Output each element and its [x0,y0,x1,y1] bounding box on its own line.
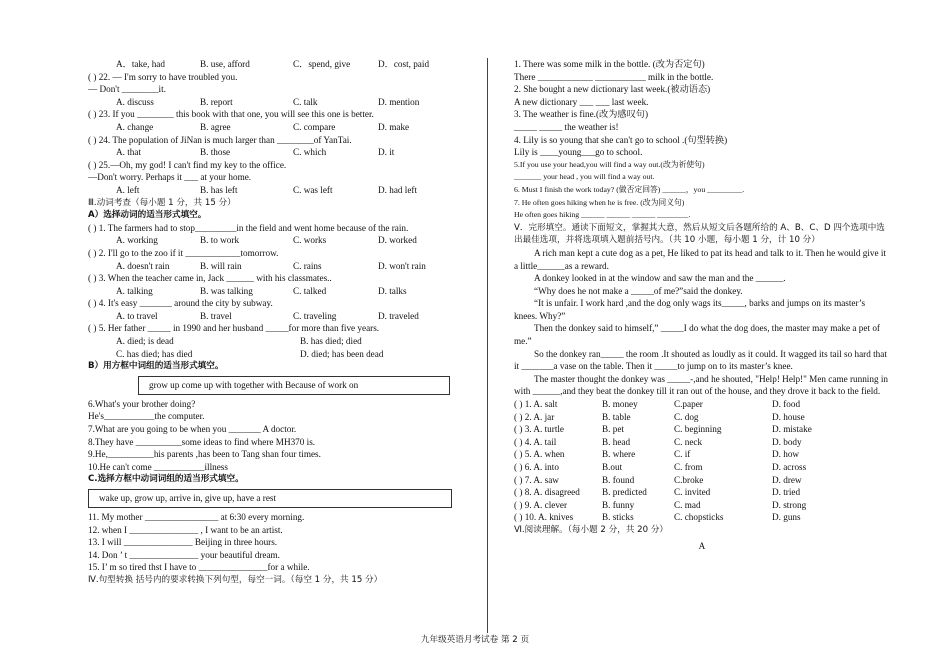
question-line: ( ) 3. When the teacher came in, Jack ______ with his classmates.. [88,273,332,284]
section-heading: A）选择动词的适当形式填空。 [88,210,207,221]
option-text: A. change [116,121,154,132]
cloze-heading: Ⅴ．完形填空。通读下面短文，掌握其大意，然后从短文后各题所给的 A、B、C、D 四个选项中选出最佳选项，并将选项填入题前括号内。（共 10 小题，每小题 1 分，计 10 分） [514,222,885,246]
option-text: C. neck [674,436,703,447]
option-text: C.broke [674,474,704,485]
option-text: B. has left [200,184,238,195]
option-text: C. if [674,449,691,460]
option-text: B. money [602,399,638,410]
question-line: —Don't worry. Perhaps it ___ at your home. [88,172,252,183]
option-text: ( ) 6. A. into [514,462,559,472]
option-text: D. died; has been dead [300,348,384,359]
question-line: He's___________the computer. [88,411,205,422]
option-text: B. funny [602,499,635,510]
option-row [88,96,468,109]
option-text: D. drew [772,474,802,485]
question-line: Lily is ____young___go to school. [514,147,643,158]
cloze-option-row [514,474,890,487]
question-line: He often goes hiking ______ ______ ______ ________. [514,210,691,220]
cloze-option-row [514,423,890,436]
question-line: 2. She bought a new dictionary last week.(被动语态) [514,84,711,95]
option-text: C. from [674,462,703,472]
option-text: D. across [772,462,807,472]
option-text: B. agree [200,121,231,132]
option-text: A. to travel [116,310,158,321]
question-line: 10.He can't come ___________illness [88,461,228,472]
cloze-paragraph: “Why does he not make a _____of me?”said the donkey. [534,285,743,296]
question-line: ( ) 4. It's easy _______ around the city by subway. [88,298,273,309]
option-text: C. chopsticks [674,512,724,523]
option-text: B. pet [602,424,624,435]
option-text: D. guns [772,512,801,523]
option-text: B. will rain [200,260,242,271]
option-text: D. food [772,399,801,410]
column-divider [487,58,488,633]
option-text: D. strong [772,499,807,510]
option-text: C. invited [674,487,711,498]
option-row [88,260,468,273]
option-row [88,335,468,348]
section-heading: C.选择方框中动词词组的适当形式填空。 [88,474,244,485]
cloze-option-row [514,486,890,499]
option-text: C.paper [674,399,703,410]
option-text: D. how [772,449,800,460]
option-text: B. table [602,411,631,422]
option-text: B. sticks [602,512,634,523]
option-text: ( ) 5. A. when [514,449,565,460]
cloze-option-row [514,448,890,461]
question-line: ( ) 25.—Oh, my god! I can't find my key to the office. [88,159,287,170]
question-line: _______ your head , you will find a way out. [514,172,655,182]
option-text: A．take, had [116,59,165,69]
question-line: _____ _____ the weather is! [514,121,619,132]
cloze-option-row [514,499,890,512]
question-line: — Don't ________it. [88,84,166,95]
option-row [88,184,468,197]
option-text: B. where [602,449,636,460]
page-footer: 九年级英语月考试卷 第 2 页 [420,635,530,645]
option-row [88,121,468,134]
section-heading: Ⅳ.句型转换 括号内的要求转换下列句型，每空一词。（每空 1 分，共 15 分） [88,574,383,585]
option-text: B. use, afford [200,59,250,69]
question-line: ( ) 5. Her father _____ in 1990 and her husband _____for more than five years. [88,323,380,334]
question-line: 13. I will _______________ Beijing in three hours. [88,537,278,548]
option-text: C. works [293,235,327,246]
cloze-paragraph: A donkey looked in at the window and saw the man and the ______. [534,273,786,284]
cloze-option-row [514,436,890,449]
cloze-option-row [514,511,890,524]
cloze-paragraph: “It is unfair. I work hard ,and the dog only wags its_____, barks and jumps on its master’s knees. Why?” [514,298,866,321]
option-text: B. travel [200,310,232,321]
option-text: ( ) 10. A. knives [514,512,574,523]
option-text: B. has died; died [300,336,362,347]
option-text: C. talk [293,96,318,107]
question-line: 3. The weather is fine.(改为感叹句) [514,109,649,120]
question-line: ( ) 22. — I'm sorry to have troubled you. [88,71,238,82]
cloze-paragraph: The master thought the donkey was _____-,and he shouted, "Help! Help!" Men came running in with ______,and they beat the donkey till it ran out of the house, and they drove it back to the field. [514,373,888,397]
option-text: D. worked [378,235,417,246]
option-text: B. report [200,96,233,107]
option-text: A. that [116,147,142,158]
question-line: A new dictionary ___ ___ last week. [514,96,649,107]
option-text: ( ) 1. A. salt [514,399,558,410]
option-text: C. mad [674,499,701,510]
option-text: B. those [200,147,231,158]
question-line: 7.What are you going to be when you _______ A doctor. [88,424,297,435]
option-row [88,58,468,71]
question-line: 12. when I _______________ , I want to be an artist. [88,524,283,535]
option-text: ( ) 3. A. turtle [514,424,565,435]
option-text: D. won't rain [378,260,426,271]
cloze-option-row [514,461,890,474]
option-text: ( ) 7. A. saw [514,474,559,485]
option-text: C. traveling [293,310,337,321]
question-line: ( ) 2. I'll go to the zoo if it ____________tomorrow. [88,247,279,258]
option-text: D. traveled [378,310,419,321]
option-text: C. has died; has died [116,348,193,359]
option-text: D. it [378,147,395,158]
option-text: B. was talking [200,285,253,296]
question-line: 8.They have __________some ideas to find where MH370 is. [88,436,316,447]
option-text: C. talked [293,285,327,296]
option-row [88,146,468,159]
option-text: C. rains [293,260,322,271]
question-line: 9.He,__________his parents ,has been to Tang shan four times. [88,449,321,460]
phrase-box-b: grow up come up with together with Because of work on [138,376,450,395]
option-text: D. make [378,121,410,132]
option-text: B. predicted [602,487,647,498]
option-row [88,348,468,361]
question-line: ( ) 23. If you ________ this book with that one, you will see this one is better. [88,109,374,120]
option-text: B.out [602,462,623,472]
question-line: 5.If you use your head,you will find a way out.(改为祈使句) [514,159,705,169]
option-text: D. mention [378,96,420,107]
question-line: 6.What's your brother doing? [88,398,196,409]
question-line: 14. Don ’ t _______________ your beautiful dream. [88,549,280,560]
option-row [88,234,468,247]
option-row [88,310,468,323]
option-text: A. discuss [116,96,154,107]
question-line: 6. Must I finish the work today? (做否定回答) ______，you _________. [514,184,745,194]
option-text: D. talks [378,285,407,296]
option-text: ( ) 9. A. clever [514,499,568,510]
section-heading: Ⅲ.动词考查（每小题 1 分，共 15 分） [88,197,236,208]
option-row [88,285,468,298]
option-text: A. died; is dead [116,336,174,347]
option-text: D. house [772,411,805,422]
option-text: A. doesn't rain [116,260,170,271]
question-line: 11. My mother ________________ at 6:30 every morning. [88,512,305,522]
option-text: ( ) 4. A. tail [514,436,557,447]
option-text: C. compare [293,121,336,132]
option-text: D. body [772,436,802,447]
cloze-paragraph: So the donkey ran_____ the room .It shouted as loudly as it could. It wagged its tail so hard that it _______a vase on the table. Then it _____to jump on to its master’s knee. [514,348,887,372]
phrase-box-c: wake up, grow up, arrive in, give up, have a rest [88,489,452,508]
right-column [514,58,890,552]
option-text: C. beginning [674,424,722,435]
option-text: B. to work [200,235,240,246]
option-text: C．spend, give [293,59,351,69]
option-text: D．cost, paid [378,59,430,69]
cloze-paragraph: Then the donkey said to himself,” _____I do what the dog does, the master may make a pet of me.” [514,323,880,347]
cloze-paragraph: A rich man kept a cute dog as a pet, He liked to pat its head and talk to it. Then he would give it a little______as a reward. [514,247,886,271]
option-text: D. had left [378,184,418,195]
option-text: C. which [293,147,327,158]
section-heading: Ⅵ.阅读理解。（每小题 2 分，共 20 分） [514,524,669,535]
cloze-option-row [514,411,890,424]
question-line: 15. I’ m so tired thst I have to _______________for a while. [88,562,310,573]
question-line: 1. There was some milk in the bottle. (改为否定句) [514,59,705,69]
option-text: C. was left [293,184,333,195]
option-text: C. dog [674,411,699,422]
option-text: D. mistake [772,424,812,435]
option-text: ( ) 8. A. disagreed [514,487,580,498]
option-text: A. left [116,184,140,195]
option-text: B. head [602,436,631,447]
section-heading: B）用方框中词组的适当形式填空。 [88,361,224,372]
cloze-option-row [514,398,890,411]
question-line: ( ) 24. The population of JiNan is much larger than ________of YanTai. [88,134,352,145]
left-column [88,58,468,587]
option-text: A. talking [116,285,153,296]
question-line: 4. Lily is so young that she can't go to school .(句型转换) [514,134,728,145]
option-text: B. found [602,474,635,485]
option-text: D. tried [772,487,801,498]
question-line: ( ) 1. The farmers had to stop_________in the field and went home because of the rain. [88,222,409,233]
passage-label: A [698,540,706,551]
option-text: ( ) 2. A. jar [514,411,555,422]
question-line: There ____________ ___________ milk in the bottle. [514,71,714,82]
question-line: 7. He often goes hiking when he is free. (改为同义句) [514,197,685,207]
option-text: A. working [116,235,158,246]
